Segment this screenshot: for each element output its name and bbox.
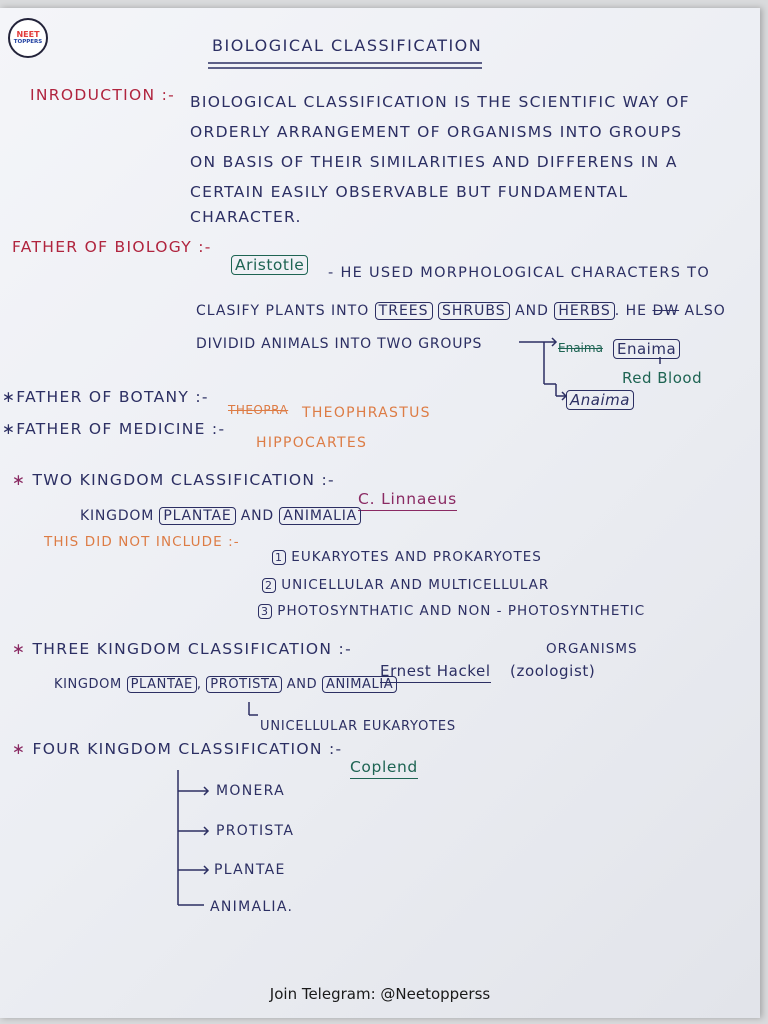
enaima-struck: Enaima: [558, 341, 603, 355]
intro-line-1: BIOLOGICAL CLASSIFICATION IS THE SCIENTIFIC WAY OF: [190, 93, 690, 111]
and-text: AND: [286, 677, 318, 692]
hackel-text: Ernest Hackel: [380, 662, 491, 683]
intro-line-4: CERTAIN EASILY OBSERVABLE BUT FUNDAMENTAL: [190, 183, 629, 201]
animalia-box: ANIMALIA: [322, 676, 397, 693]
theophrastus-name: THEOPHRASTUS: [302, 405, 431, 421]
hackel-name: [380, 664, 595, 679]
four-kingdom-text: FOUR KINGDOM CLASSIFICATION :-: [32, 740, 343, 758]
herbs-box: HERBS: [554, 302, 614, 320]
introduction-label: INRODUCTION :-: [30, 86, 176, 104]
trees-box: TREES: [375, 302, 433, 320]
father-medicine-label: [2, 422, 225, 438]
bullet-star: ∗: [12, 471, 27, 489]
classify-plants-line: [196, 304, 726, 318]
father-botany-text: FATHER OF BOTANY :-: [16, 388, 209, 406]
point-text: UNICELLULAR AND MULTICELLULAR: [281, 577, 550, 593]
notebook-page: [0, 8, 760, 1018]
logo-text-bottom: TOPPERS: [13, 38, 43, 45]
linnaeus-text: C. Linnaeus: [358, 490, 457, 511]
page-title: BIOLOGICAL CLASSIFICATION: [212, 36, 483, 55]
point-3: [258, 605, 645, 619]
hippocartes-name: HIPPOCARTES: [256, 435, 368, 451]
four-kingdom-label: [12, 742, 342, 758]
enaima-box-wrap: [613, 342, 680, 357]
morphology-text: - HE USED MORPHOLOGICAL CHARACTERS TO: [328, 265, 711, 281]
father-botany-label: [2, 390, 209, 406]
plantae-box: PLANTAE: [127, 676, 197, 693]
kingdom-plantae: PLANTAE: [214, 862, 286, 878]
enaima-box: Enaima: [613, 339, 680, 359]
organisms-text: ORGANISMS: [546, 641, 638, 657]
red-blood-note: Red Blood: [622, 369, 703, 387]
divided-animals-text: DIVIDID ANIMALS INTO TWO GROUPS: [196, 336, 483, 352]
he-text: . HE: [614, 303, 648, 319]
two-kingdom-text: TWO KINGDOM CLASSIFICATION :-: [32, 471, 335, 489]
point-text: PHOTOSYNTHATIC AND NON - PHOTOSYNTHETIC: [277, 603, 646, 619]
classify-text: CLASIFY PLANTS INTO: [196, 303, 370, 319]
coplend-text: Coplend: [350, 758, 418, 779]
theopra-struck: THEOPRA: [228, 403, 289, 417]
bullet-star: ∗: [2, 420, 17, 438]
bullet-star: ∗: [2, 388, 17, 406]
protista-note: UNICELLULAR EUKARYOTES: [260, 719, 456, 734]
bullet-star: ∗: [12, 640, 27, 658]
zoologist-note: (zoologist): [510, 662, 596, 680]
intro-line-5: CHARACTER.: [190, 208, 302, 226]
two-kingdom-label: [12, 473, 335, 489]
point-text: EUKARYOTES AND PROKARYOTES: [291, 549, 542, 565]
shrubs-box: SHRUBS: [438, 302, 510, 320]
three-kingdom-label: [12, 642, 352, 658]
anaima-box: Anaima: [566, 390, 634, 410]
and-text: AND: [240, 508, 274, 524]
kingdom-word: KINGDOM: [54, 677, 122, 692]
kingdom-animalia: ANIMALIA.: [210, 899, 294, 915]
anaima-box-wrap: [566, 393, 634, 408]
kingdom-word: KINGDOM: [80, 508, 155, 524]
point-number: 3: [258, 604, 272, 619]
two-kingdom-list: [80, 509, 361, 523]
father-medicine-text: FATHER OF MEDICINE :-: [16, 420, 226, 438]
aristotle-name: Aristotle: [231, 255, 308, 275]
not-include-label: THIS DID NOT INCLUDE :-: [44, 534, 240, 550]
struck-text: DW: [652, 303, 680, 319]
coplend-name: [350, 760, 418, 776]
point-number: 1: [272, 550, 286, 565]
and-text: AND: [515, 303, 549, 319]
intro-line-3: ON BASIS OF THEIR SIMILARITIES AND DIFFERENS IN A: [190, 153, 678, 171]
aristotle-name-box: [231, 258, 308, 274]
father-biology-label: FATHER OF BIOLOGY :-: [12, 238, 212, 256]
protista-box: PROTISTA: [206, 676, 282, 693]
point-1: [272, 551, 542, 565]
point-2: [262, 579, 549, 593]
plantae-box: PLANTAE: [159, 507, 235, 525]
intro-line-2: ORDERLY ARRANGEMENT OF ORGANISMS INTO GROUPS: [190, 123, 683, 141]
telegram-footer: Join Telegram: @Neetopperss: [269, 985, 491, 1003]
three-kingdom-text: THREE KINGDOM CLASSIFICATION :-: [32, 640, 352, 658]
three-kingdom-list: KINGDOM PLANTAE , PROTISTA AND ANIMALIA: [54, 678, 397, 691]
animalia-box: ANIMALIA: [279, 507, 361, 525]
kingdom-monera: MONERA: [216, 783, 285, 799]
kingdom-protista: PROTISTA: [216, 823, 295, 839]
also-text: ALSO: [684, 303, 726, 319]
linnaeus-name: [358, 492, 457, 508]
logo-text-top: NEET: [16, 29, 40, 39]
point-number: 2: [262, 578, 276, 593]
bullet-star: ∗: [12, 740, 27, 758]
